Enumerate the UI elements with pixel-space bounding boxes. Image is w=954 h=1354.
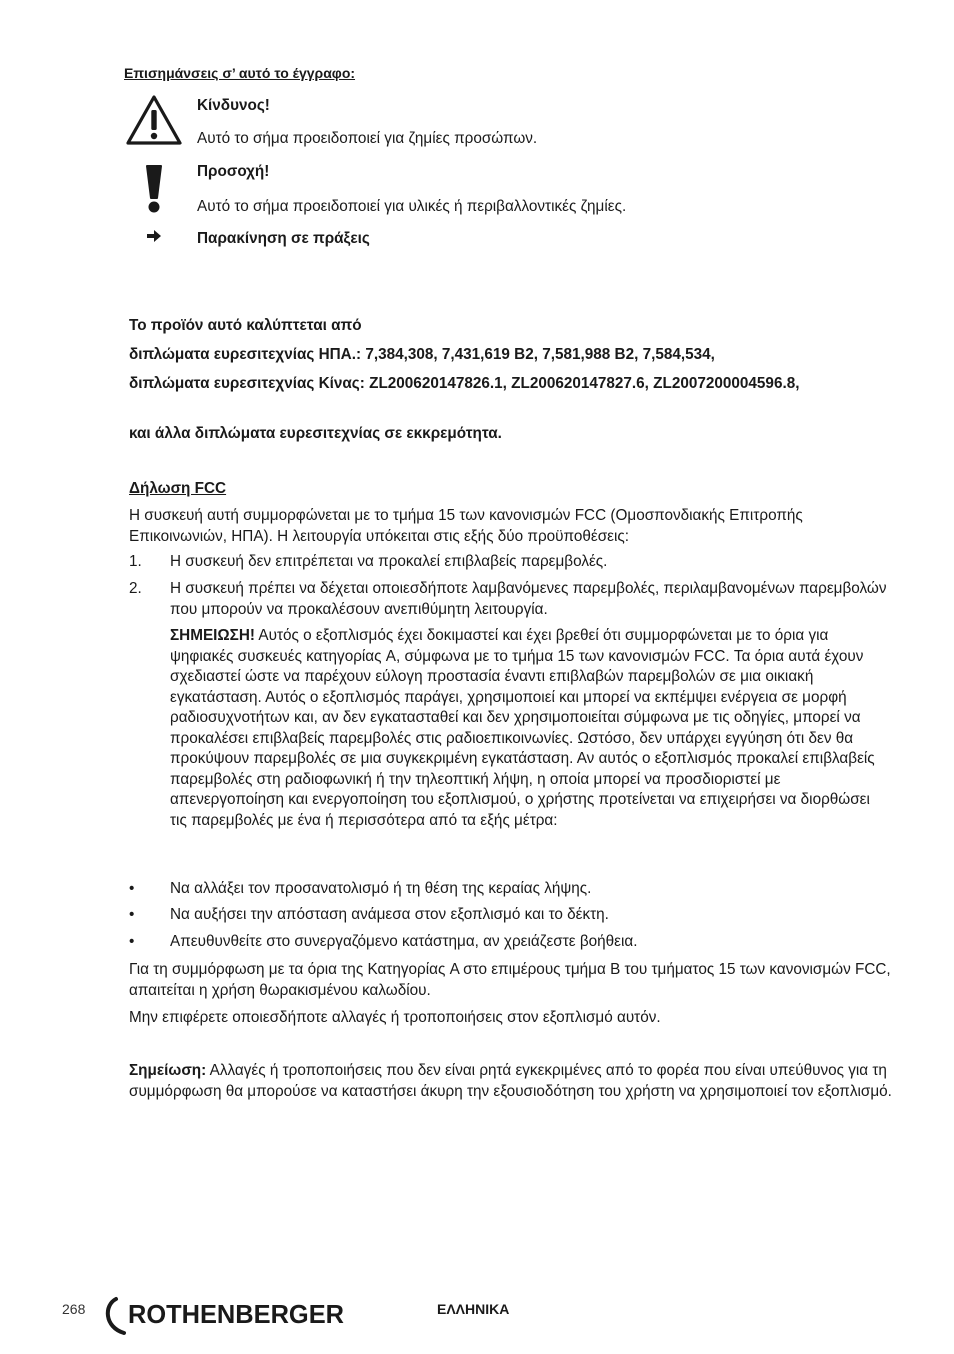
modification-note [129,1061,899,1102]
patent-china: διπλώματα ευρεσιτεχνίας Κίνας: ZL200620147826.1, ZL200620147827.6, ZL2007200004596.8, [129,375,800,392]
note-text: Αλλαγές ή τροποποιήσεις που δεν είναι ρητά εγκεκριμένες από το φορέα που είναι υπεύθυνος για τη συμμόρφωση θα μπορούσε να καταστήσει άκυρη την εξουσιοδότηση του χρήστη να χρησιμοποιεί τον εξοπλισμό. [129,1062,892,1100]
fcc-note-label: ΣΗΜΕΙΩΣΗ! [170,627,256,644]
arrow-right-icon [146,229,162,250]
fcc-title: Δήλωση FCC [129,480,227,497]
bullet-text: Να αλλάξει τον προσανατολισμό ή τη θέση της κεραίας λήψης. [170,880,592,897]
fcc-note [170,626,890,831]
caution-title: Προσοχή! [197,163,270,180]
bullet-text: Απευθυνθείτε στο συνεργαζόμενο κατάστημα, αν χρειάζεστε βοήθεια. [170,933,638,950]
bullet-symbol: • [129,880,135,897]
patent-pending: και άλλα διπλώματα ευρεσιτεχνίας σε εκκρεμότητα. [129,425,502,442]
notes-heading: Επισημάνσεις σ’ αυτό το έγγραφο: [124,65,356,81]
patent-intro: Το προϊόν αυτό καλύπτεται από [129,317,362,334]
list-text: Η συσκευή δεν επιτρέπεται να προκαλεί επιβλαβείς παρεμβολές. [170,553,608,570]
note-label: Σημείωση: [129,1062,207,1079]
list-number: 1. [129,553,142,570]
caution-description: Αυτό το σήμα προειδοποιεί για υλικές ή περιβαλλοντικές ζημίες. [197,198,627,215]
danger-description: Αυτό το σήμα προειδοποιεί για ζημίες προσώπων. [197,130,538,147]
list-number: 2. [129,580,142,597]
fcc-no-change: Μην επιφέρετε οποιεσδήποτε αλλαγές ή τροποποιήσεις στον εξοπλισμό αυτόν. [129,1009,661,1026]
language-label: ΕΛΛΗΝΙΚΑ [437,1301,510,1317]
patent-us: διπλώματα ευρεσιτεχνίας ΗΠΑ.: 7,384,308, 7,431,619 B2, 7,581,988 B2, 7,584,534, [129,346,715,363]
action-prompt: Παρακίνηση σε πράξεις [197,230,370,247]
page-number: 268 [62,1301,86,1317]
danger-title: Κίνδυνος! [197,97,270,114]
bullet-text: Να αυξήσει την απόσταση ανάμεσα στον εξοπλισμό και το δέκτη. [170,906,609,923]
rothenberger-logo [102,1293,348,1337]
brand-wordmark: ROTHENBERGER [128,1299,345,1329]
fcc-note-text: Αυτός ο εξοπλισμός έχει δοκιμαστεί και έχει βρεθεί ότι συμμορφώνεται με το όρια για ψηφιακές συσκευές κατηγορίας A, σύμφωνα με το τμήμα 15 των κανονισμών FCC. Τα όρια αυτά έχουν σχεδιαστεί ώστε να παρέχουν εύλογη προστασία έναντι επιβλαβών παρεμβολών σε μια οικιακή εγκατάσταση. Αυτός ο εξοπλισμός παράγει, χρησιμοποιεί και μπορεί να εκπέμψει ενέργεια σε μορφή ραδιοσυχνοτήτων και, αν δεν εγκατασταθεί και δεν χρησιμοποιείται σύμφωνα με τις οδηγίες, μπορεί να προκαλέσει επιβλαβείς παρεμβολές στις ραδιοεπικοινωνίες. Ωστόσο, δεν υπάρχει εγγύηση ότι δεν θα προκύψουν παρεμβολές σε μια συγκεκριμένη εγκατάσταση. Αν αυτός ο εξοπλισμός προκαλεί επιβλαβείς παρεμβολές στη ραδιοφωνική ή την τηλεοπτική λήψη, η οποία μπορεί να προσδιοριστεί με απενεργοποίηση και ενεργοποίηση του εξοπλισμού, ο χρήστης προτείνεται να επιχειρήσει να διορθώσει τις παρεμβολές με ένα ή περισσότερα από τα εξής μέτρα: [170,627,875,829]
list-text: Η συσκευή πρέπει να δέχεται οποιεσδήποτε λαμβανόμενες παρεμβολές, περιλαμβανομένων παρεμβολών που μπορούν να προκαλέσουν ανεπιθύμητη λειτουργία. [170,580,887,618]
warning-triangle-icon [125,94,183,146]
bullet-symbol: • [129,933,135,950]
bullet-symbol: • [129,906,135,923]
fcc-compliance: Για τη συμμόρφωση με τα όρια της Κατηγορίας A στο επιμέρους τμήμα B του τμήματος 15 των κανονισμών FCC, απαιτείται η χρήση θωρακισμένου καλωδίου. [129,961,891,999]
fcc-intro: Η συσκευή αυτή συμμορφώνεται με το τμήμα 15 των κανονισμών FCC (Ομοσπονδιακής Επιτροπής Επικοινωνιών, ΗΠΑ). Η λειτουργία υπόκειται στις εξής δύο προϋποθέσεις: [129,507,803,545]
exclamation-icon [139,163,169,215]
